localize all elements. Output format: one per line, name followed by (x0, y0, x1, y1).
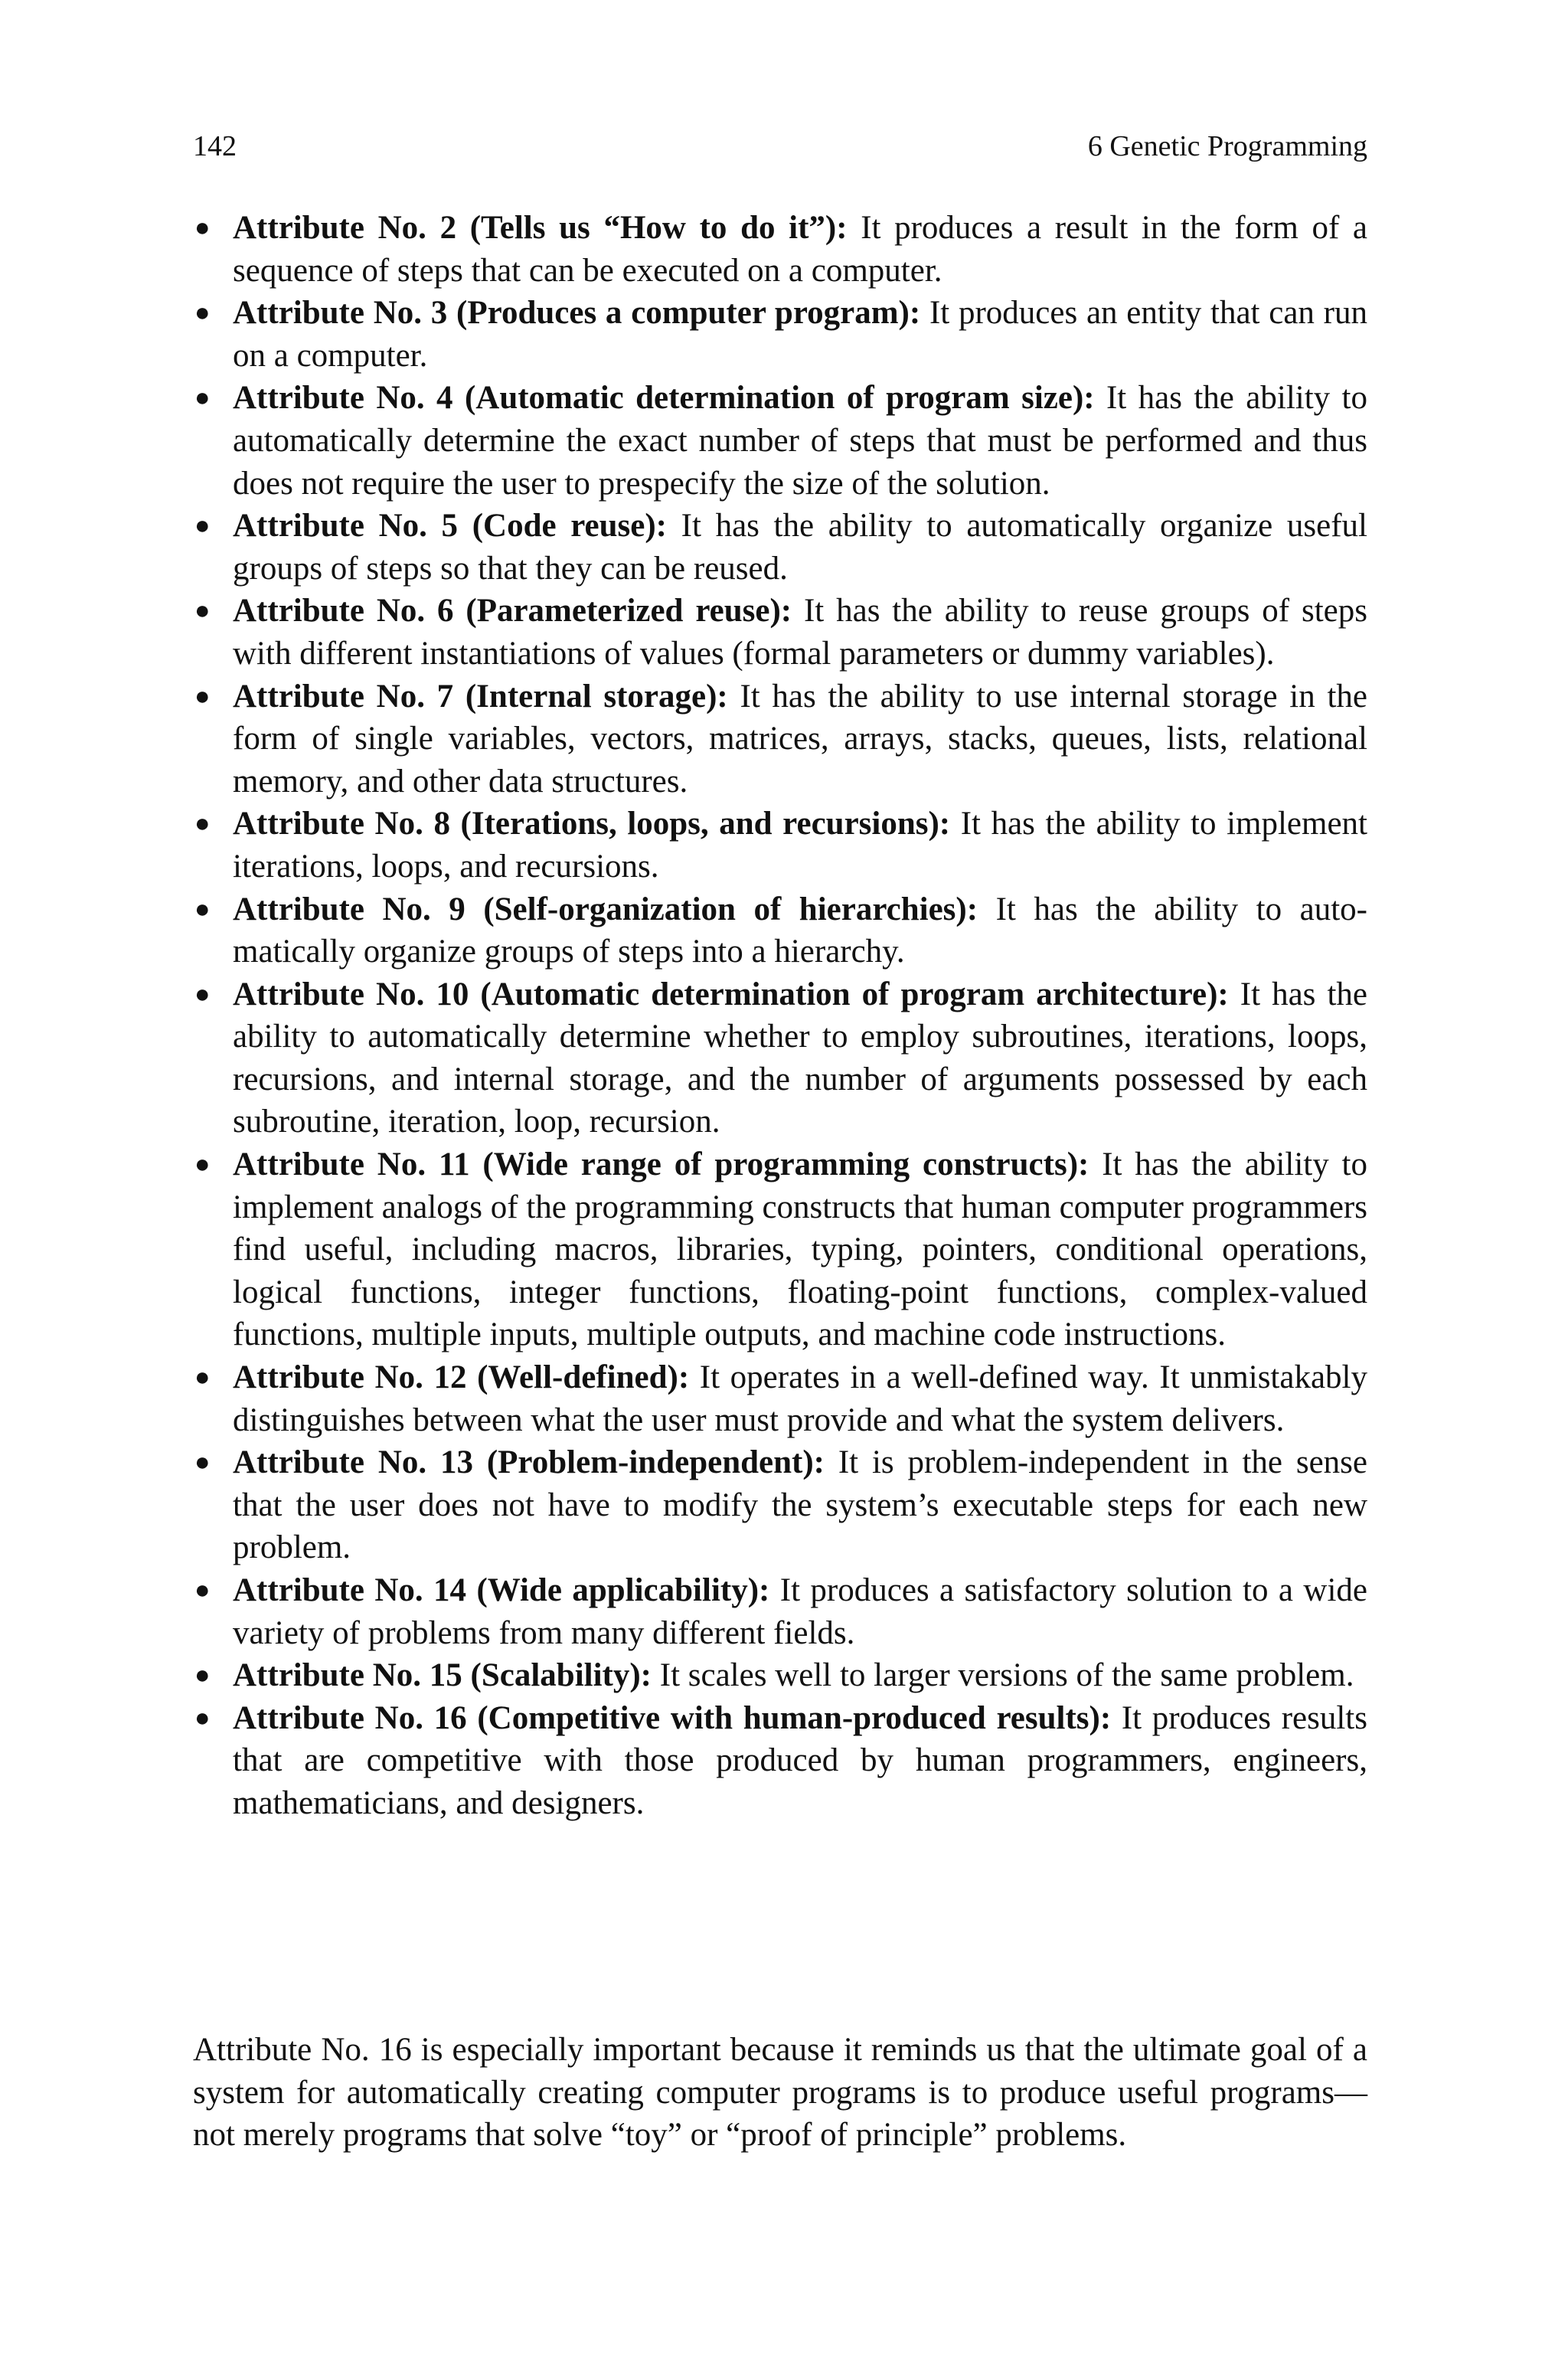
attribute-text: It has the ability to automatically determine whether to employ subroutines, iterations, loops, recursions, and internal storage, and the number of arguments possessed by each subroutine, iteration, loop, recursion. (233, 976, 1367, 1140)
attribute-text: It has the ability to implement analogs of the programming constructs that human computer programmers find useful, including macros, libraries, typing, pointers, conditional operations, logical functions, integer functions, floating-point functions, complex-valued functions, multiple inputs, multiple outputs, and machine code instructions. (233, 1146, 1368, 1353)
list-item (193, 1569, 1367, 1654)
list-item (193, 377, 1367, 505)
attribute-heading: Attribute No. 13 (Problem-independent): (233, 1444, 825, 1481)
chapter-title: 6 Genetic Programming (1087, 130, 1367, 162)
list-item (193, 590, 1367, 675)
attribute-text: It is problem-independent in the sense that the user does not have to modify the system’s executable steps for each new problem. (233, 1444, 1367, 1566)
attribute-text: It scales well to larger versions of the same problem. (652, 1657, 1354, 1694)
attribute-heading: Attribute No. 12 (Well-defined): (233, 1359, 690, 1396)
attribute-heading: Attribute No. 14 (Wide applicability): (233, 1572, 770, 1608)
attribute-text: It has the ability to use internal storage in the form of single variables, vectors, matrices, arrays, stacks, queues, lists, relational memory, and other data structures. (233, 678, 1367, 800)
bullet-icon: ● (194, 1448, 211, 1477)
list-item (193, 292, 1367, 377)
attribute-heading: Attribute No. 11 (Wide range of programming constructs): (233, 1146, 1089, 1183)
bullet-icon: ● (194, 299, 211, 328)
attribute-heading: Attribute No. 6 (Parameterized reuse): (233, 593, 792, 630)
bullet-icon: ● (194, 1363, 211, 1392)
list-item (193, 1697, 1367, 1825)
list-item (193, 973, 1367, 1143)
list-item (193, 1441, 1367, 1569)
attribute-text: It produces an entity that can run on a computer. (233, 295, 1367, 374)
bullet-icon: ● (194, 214, 211, 242)
attribute-heading: Attribute No. 7 (Internal storage): (233, 678, 728, 715)
list-item (193, 207, 1367, 292)
page-number: 142 (193, 130, 237, 162)
list-item (193, 888, 1367, 973)
attribute-text: It has the ability to reuse groups of steps with different instantiations of values (formal parameters or dummy variables). (233, 593, 1367, 672)
closing-paragraph: Attribute No. 16 is especially important because it reminds us that the ultimate goal of a system for automatically creating computer programs is to produce useful programs—not merely programs that solve “toy” or “proof of principle” problems. (193, 2032, 1367, 2154)
list-item (193, 505, 1367, 590)
list-item (193, 1356, 1367, 1441)
attribute-text: It produces results that are competitive with those produced by human programmers, engineers, mathematicians, and designers. (233, 1699, 1367, 1821)
attribute-heading: Attribute No. 2 (Tells us “How to do it”): (233, 210, 848, 246)
attribute-text: It operates in a well-defined way. It unmistakably distinguishes between what the user must provide and what the system delivers. (233, 1359, 1367, 1438)
attribute-heading: Attribute No. 4 (Automatic determination of program size): (233, 380, 1095, 417)
attribute-text: It has the ability to automatically determine the exact number of steps that must be performed and thus does not require the user to prespecify the size of the solution. (233, 380, 1368, 502)
bullet-icon: ● (194, 1150, 211, 1179)
list-item (193, 1143, 1367, 1356)
attribute-heading: Attribute No. 8 (Iterations, loops, and recursions): (233, 806, 951, 842)
bullet-icon: ● (194, 1576, 211, 1604)
list-item (193, 1654, 1367, 1697)
running-head (193, 127, 1367, 165)
bullet-icon: ● (194, 597, 211, 626)
list-item (193, 675, 1367, 803)
attribute-heading: Attribute No. 15 (Scalability): (233, 1657, 652, 1694)
attribute-heading: Attribute No. 16 (Competitive with human-produced results): (233, 1699, 1112, 1736)
attribute-heading: Attribute No. 9 (Self-organization of hierarchies): (233, 891, 978, 927)
attribute-text: It has the ability to automatically organize useful groups of steps so that they can be reused. (233, 508, 1367, 587)
bullet-icon: ● (194, 512, 211, 541)
bullet-icon: ● (194, 810, 211, 839)
attribute-list (193, 207, 1367, 1825)
bullet-icon: ● (194, 895, 211, 924)
attribute-heading: Attribute No. 10 (Automatic determination of program architecture): (233, 976, 1229, 1012)
bullet-icon: ● (194, 1703, 211, 1732)
bullet-icon: ● (194, 980, 211, 1009)
bullet-icon: ● (194, 384, 211, 413)
list-item (193, 803, 1367, 888)
attribute-text: It produces a satisfactory solution to a wide variety of problems from many different fields. (233, 1572, 1367, 1651)
bullet-icon: ● (194, 682, 211, 711)
attribute-text: It has the ability to implement iterations, loops, and recursions. (233, 806, 1367, 885)
bullet-icon: ● (194, 1661, 211, 1690)
attribute-heading: Attribute No. 5 (Code reuse): (233, 508, 667, 545)
attribute-text: It produces a result in the form of a sequence of steps that can be executed on a computer. (233, 210, 1367, 289)
attribute-heading: Attribute No. 3 (Produces a computer program): (233, 295, 921, 332)
attribute-text: It has the ability to automatically organize groups of steps into a hierarchy. (233, 891, 1367, 970)
